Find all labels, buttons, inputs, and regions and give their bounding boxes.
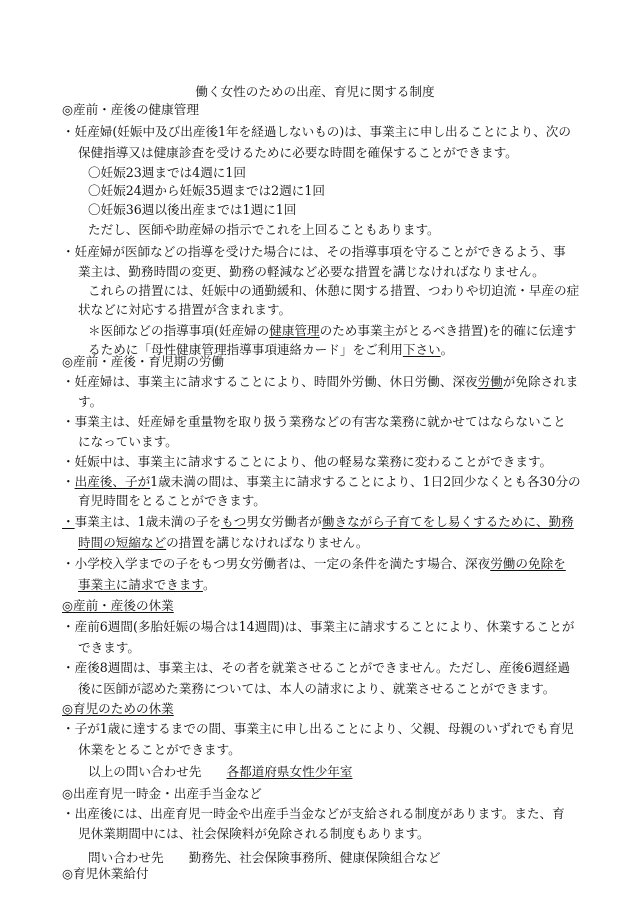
text-line [62, 866, 149, 882]
line-text: ・妊娠中は、事業主に請求することにより、他の軽易な業務に変わることができます。 [62, 454, 553, 469]
line-text: 児休業期間中には、社会保険料が免除される制度もあります。 [78, 826, 430, 841]
text-line [78, 394, 102, 410]
text-line [62, 514, 574, 530]
line-text: す。 [78, 394, 103, 409]
text-line [88, 222, 440, 238]
line-text: 問い合わせ先 勤務先、社会保険事務所、健康保険組合など [88, 850, 441, 865]
line-text: るために「母性健康管理指導事項連絡カード」をご利用 [88, 342, 403, 357]
text-line [88, 283, 579, 299]
line-text: のため事業主がとるべき措置)を的確に伝達す [319, 323, 577, 338]
text-line [62, 721, 574, 737]
line-text: ◎出産育児一時金・出産手当金など [62, 786, 262, 801]
text-line [62, 244, 566, 260]
text-line [62, 598, 174, 614]
text-line [88, 323, 576, 339]
line-text: 。 [202, 577, 216, 592]
line-text: ◎産前・産後の健康管理 [62, 102, 199, 117]
text-line [62, 124, 571, 140]
text-line [78, 535, 368, 551]
text-line [78, 302, 291, 318]
underlined-text: 事業主に請求できます [78, 577, 203, 592]
line-text: ・出産後には、出産育児一時金や出産手当金などが支給される制度があります。また、育 [62, 806, 565, 821]
text-line [62, 619, 574, 635]
line-text: 男女労働者が [246, 514, 322, 529]
text-line [78, 434, 178, 450]
line-text: 業主は、勤務時間の変更、勤務の軽減など必要な措置を講じなければなりません。 [78, 264, 545, 279]
text-line [88, 183, 325, 199]
underlined-text: もつ [221, 514, 247, 529]
text-line [62, 786, 262, 802]
text-line [62, 102, 199, 118]
line-text: 1歳未満の間は、事業主に請求することにより、1日2回少なくとも各30分の [150, 474, 581, 489]
underlined-text: 働きながら子育てをし易くするために、勤務 [321, 514, 574, 529]
underlined-text: ◎産前・産後の休業 [62, 598, 174, 613]
line-text: ◎育児休業給付 [62, 866, 149, 881]
line-text: できます。 [78, 640, 140, 655]
line-text: 〇妊娠24週から妊娠35週までは2週に1回 [88, 183, 325, 198]
line-text: ・妊産婦が医師などの指導を受けた場合には、その指導事項を守ることができるよう、事 [62, 244, 566, 259]
text-line [78, 681, 555, 697]
line-text: ・事業主は、妊産婦を重量物を取り扱う業務などの有害な業務に就かせてはならないこと [62, 414, 566, 429]
text-line [62, 474, 581, 490]
line-text: 状などに対応する措置が含まれます。 [78, 302, 292, 317]
text-line [78, 577, 216, 593]
text-line [78, 145, 518, 161]
line-text: ・産前6週間(多胎妊娠の場合は14週間)は、事業主に請求することにより、休業することが [62, 619, 575, 634]
underlined-text: 時間の短縮など [78, 535, 167, 550]
text-line [78, 826, 430, 842]
line-text: 保健指導又は健康診査を受けるために必要な時間を確保することができます。 [78, 145, 518, 160]
line-text: ・妊産婦は、事業主に請求することにより、時間外労働、休日労働、深夜 [62, 374, 478, 389]
line-text: 。 [440, 342, 454, 357]
underlined-text: 健康管理 [269, 323, 320, 338]
text-line [78, 742, 241, 758]
line-text: ・産後8週間は、事業主は、その者を就業させることができません。ただし、産後6週経過 [62, 660, 570, 675]
underlined-text: 出産後、子が [74, 474, 151, 489]
text-line [62, 701, 174, 717]
line-text: ・子が1歳に達するまでの間、事業主に申し出ることにより、父親、母親のいずれでも育児 [62, 721, 574, 736]
text-line [78, 640, 140, 656]
underlined-text: 労働の免除を [490, 556, 566, 571]
line-text: 休業をとることができます。 [78, 742, 241, 757]
line-text: が免除されま [502, 374, 579, 389]
underlined-text: 各都道府県女性少年室 [226, 764, 353, 779]
line-text: 〇妊娠23週までは4週に1回 [88, 165, 246, 180]
line-text: ◎産前・産後・育児期の労働 [62, 354, 225, 369]
text-line [78, 264, 545, 280]
underlined-text: 労働 [477, 374, 503, 389]
text-line [88, 202, 296, 218]
text-line [62, 556, 566, 572]
line-text: 事業主は、1歳未満の子を [74, 514, 222, 529]
line-text: ・ [62, 474, 75, 489]
underlined-text: ・ [62, 514, 75, 529]
line-text: の措置を講じなければなりません。 [166, 535, 369, 550]
text-line [62, 806, 565, 822]
text-line [62, 414, 566, 430]
text-line [62, 454, 552, 470]
line-text: ・妊産婦(妊娠中及び出産後1年を経過しないもの)は、事業主に申し出ることにより、次の [62, 124, 571, 139]
line-text: になっています。 [78, 434, 178, 449]
line-text: 〇妊娠36週以後出産までは1週に1回 [88, 202, 297, 217]
underlined-text: 下さい [402, 342, 441, 357]
text-line [88, 764, 352, 780]
document-title: 働く女性のための出産、育児に関する制度 [195, 84, 435, 99]
text-line [88, 850, 441, 866]
line-text: これらの措置には、妊娠中の通勤緩和、休憩に関する措置、つわりや切迫流・早産の症 [88, 283, 580, 298]
underlined-text: ◎育児のための休業 [62, 701, 174, 716]
text-line [62, 374, 578, 390]
text-line [62, 660, 570, 676]
text-line [62, 354, 224, 370]
line-text: 育児時間をとることができます。 [78, 493, 266, 508]
line-text: 以上の問い合わせ先 [88, 764, 227, 779]
line-text: ＊医師などの指導事項(妊産婦の [88, 323, 270, 338]
line-text: ・小学校入学までの子をもつ男女労働者は、一定の条件を満たす場合、深夜 [62, 556, 491, 571]
line-text: 後に医師が認めた業務については、本人の請求により、就業させることができます。 [78, 681, 556, 696]
text-line [88, 165, 246, 181]
text-line [78, 493, 266, 509]
line-text: ただし、医師や助産婦の指示でこれを上回ることもあります。 [88, 222, 440, 237]
